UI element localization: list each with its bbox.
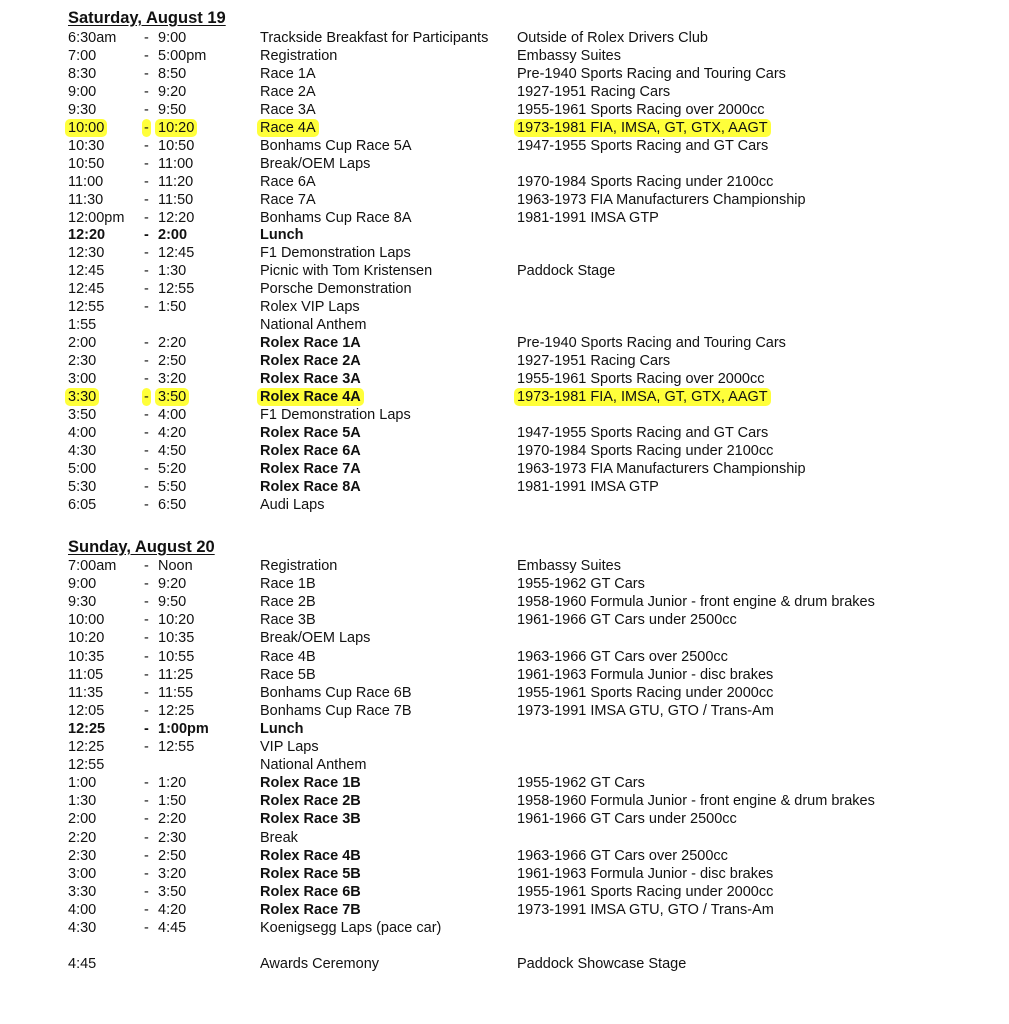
event-name: Rolex Race 4A: [257, 388, 364, 406]
start-time: 12:05: [68, 702, 105, 719]
event-name: Break: [260, 829, 298, 846]
time-separator: -: [144, 775, 149, 792]
end-time: 5:00pm: [158, 48, 207, 64]
time-separator: -: [144, 245, 149, 262]
start-time: 12:25: [68, 739, 105, 755]
end-time: 2:20: [158, 335, 187, 352]
schedule-row: [0, 406, 1009, 424]
start-time: 12:55: [68, 757, 105, 774]
end-time: 1:20: [158, 775, 187, 792]
event-description: 1970-1984 Sports Racing under 2100cc: [517, 173, 774, 190]
event-name: Audi Laps: [260, 496, 325, 513]
time-separator: -: [144, 30, 149, 46]
event-name: Race 4B: [260, 648, 316, 665]
start-time: 9:00: [68, 83, 97, 100]
schedule-row: [0, 611, 1009, 629]
end-time: 2:00: [158, 227, 188, 244]
end-time: 9:50: [158, 101, 187, 118]
schedule-row: [0, 442, 1009, 460]
end-time: 4:00: [158, 406, 187, 423]
schedule-row: [0, 298, 1009, 316]
end-time: 11:55: [158, 684, 194, 701]
time-separator: -: [144, 684, 149, 701]
end-time: 10:50: [158, 137, 195, 154]
schedule-row: [0, 901, 1009, 919]
event-description: 1973-1981 FIA, IMSA, GT, GTX, AAGT: [514, 388, 771, 406]
start-time: 7:00am: [68, 558, 117, 574]
start-time: 4:45: [68, 956, 97, 973]
event-name: Race 2A: [260, 83, 316, 100]
end-time: 11:25: [158, 666, 194, 683]
start-time: 7:00: [68, 48, 97, 64]
end-time: Noon: [158, 558, 193, 574]
start-time: 3:50: [68, 406, 97, 423]
time-separator: -: [144, 847, 149, 864]
event-description: 1963-1973 FIA Manufacturers Championship: [517, 191, 806, 208]
start-time: 2:00: [68, 335, 97, 352]
event-description: 1963-1966 GT Cars over 2500cc: [517, 648, 728, 665]
schedule-row: [0, 829, 1009, 847]
event-name: Trackside Breakfast for Participants: [260, 30, 489, 46]
end-time: 11:20: [158, 173, 194, 190]
section-title-1: Sunday, August 20: [68, 538, 215, 556]
event-name: Race 5B: [260, 666, 316, 683]
schedule-row: [0, 83, 1009, 101]
start-time: 2:20: [68, 829, 97, 846]
event-name: Bonhams Cup Race 7B: [260, 702, 412, 719]
schedule-row: [0, 496, 1009, 514]
time-separator: -: [144, 630, 149, 647]
time-separator: -: [144, 389, 149, 405]
schedule-row: [0, 47, 1009, 65]
time-separator: -: [144, 702, 149, 719]
schedule-row: [0, 738, 1009, 756]
schedule-row: [0, 847, 1009, 865]
time-separator: -: [144, 496, 149, 513]
schedule-row: [0, 424, 1009, 442]
event-name: Lunch: [260, 720, 304, 737]
event-name: Rolex Race 3B: [260, 811, 361, 828]
schedule-row: [0, 209, 1009, 227]
schedule-row: [0, 316, 1009, 334]
end-time: 12:55: [158, 739, 195, 755]
end-time: 12:20: [158, 209, 195, 226]
schedule-row: [0, 388, 1009, 406]
start-time: 9:30: [68, 594, 97, 611]
event-description: 1927-1951 Racing Cars: [517, 353, 671, 370]
start-time: 12:45: [68, 281, 105, 298]
time-separator: -: [144, 101, 149, 118]
time-separator: -: [144, 281, 149, 298]
start-time: 3:30: [68, 883, 97, 900]
event-description: Outside of Rolex Drivers Club: [517, 30, 708, 46]
schedule-row: [0, 774, 1009, 792]
event-name: Rolex Race 7A: [260, 460, 361, 477]
end-time: 4:20: [158, 424, 187, 441]
event-description: 1963-1966 GT Cars over 2500cc: [517, 847, 728, 864]
time-separator: -: [144, 209, 149, 226]
start-time: 1:55: [68, 317, 97, 334]
end-time: 1:00pm: [158, 720, 209, 737]
time-separator: -: [144, 666, 149, 683]
start-time: 11:35: [68, 684, 104, 701]
time-separator: -: [144, 406, 149, 423]
schedule-row: [0, 865, 1009, 883]
time-separator: -: [144, 720, 149, 737]
start-time: 4:00: [68, 424, 97, 441]
event-name: Picnic with Tom Kristensen: [260, 263, 433, 280]
time-separator: -: [144, 576, 149, 593]
schedule-row: [0, 684, 1009, 702]
end-time: 4:50: [158, 442, 187, 459]
end-time: 11:00: [158, 155, 194, 172]
start-time: 4:30: [68, 442, 97, 459]
end-time: 4:45: [158, 920, 187, 936]
event-name: Rolex Race 1B: [260, 775, 361, 792]
end-time: 1:50: [158, 299, 187, 316]
start-time: 5:00: [68, 460, 97, 477]
event-name: Registration: [260, 558, 338, 574]
start-time: 2:00: [68, 811, 97, 828]
end-time: 9:50: [158, 594, 187, 611]
event-description: 1955-1961 Sports Racing under 2000cc: [517, 883, 774, 900]
event-description: Paddock Showcase Stage: [517, 956, 687, 973]
event-description: 1981-1991 IMSA GTP: [517, 478, 659, 495]
schedule-row: [0, 629, 1009, 647]
end-time: 2:20: [158, 811, 187, 828]
start-time: 4:30: [68, 920, 97, 936]
schedule-row: [0, 702, 1009, 720]
event-description: 1958-1960 Formula Junior - front engine & drum brakes: [517, 793, 875, 810]
start-time: 8:30: [68, 65, 97, 82]
event-name: Race 7A: [260, 191, 316, 208]
event-name: Rolex Race 5B: [260, 865, 361, 882]
event-description: 1955-1961 Sports Racing over 2000cc: [517, 101, 765, 118]
time-separator: -: [144, 460, 149, 477]
end-time: 12:55: [158, 281, 195, 298]
event-name: Rolex Race 6B: [260, 883, 361, 900]
event-name: F1 Demonstration Laps: [260, 245, 411, 262]
start-time: 2:30: [68, 353, 97, 370]
schedule-row: [0, 370, 1009, 388]
schedule-row: [0, 883, 1009, 901]
event-description: Embassy Suites: [517, 558, 621, 574]
time-separator: -: [144, 173, 149, 190]
time-separator: -: [144, 865, 149, 882]
start-time: 10:35: [68, 648, 105, 665]
event-name: Rolex Race 4B: [260, 847, 361, 864]
event-name: Rolex Race 2A: [260, 353, 361, 370]
start-time: 12:45: [68, 263, 105, 280]
end-time: 3:20: [158, 371, 187, 388]
schedule-row: [0, 137, 1009, 155]
start-time: 12:30: [68, 245, 105, 262]
time-separator: -: [144, 227, 149, 244]
start-time: 10:30: [68, 137, 105, 154]
start-time: 11:05: [68, 666, 104, 683]
start-time: 12:55: [68, 299, 105, 316]
event-name: Rolex Race 5A: [260, 424, 361, 441]
schedule-row: [0, 191, 1009, 209]
event-description: 1955-1961 Sports Racing over 2000cc: [517, 371, 765, 388]
event-description: 1927-1951 Racing Cars: [517, 83, 671, 100]
time-separator: -: [144, 811, 149, 828]
time-separator: -: [144, 829, 149, 846]
time-separator: -: [144, 648, 149, 665]
event-description: 1961-1963 Formula Junior - disc brakes: [517, 865, 774, 882]
time-separator: -: [144, 155, 149, 172]
event-name: Race 2B: [260, 594, 316, 611]
end-time: 3:50: [155, 388, 189, 406]
start-time: 9:00: [68, 576, 97, 593]
event-name: National Anthem: [260, 317, 367, 334]
time-separator: -: [144, 65, 149, 82]
schedule-row: [0, 280, 1009, 298]
start-time: 11:30: [68, 191, 104, 208]
event-description: 1961-1966 GT Cars under 2500cc: [517, 811, 737, 828]
schedule-row: [0, 810, 1009, 828]
start-time: 6:05: [68, 496, 97, 513]
start-time: 3:00: [68, 371, 97, 388]
event-name: Rolex Race 2B: [260, 793, 361, 810]
end-time: 8:50: [158, 65, 187, 82]
event-description: 1961-1963 Formula Junior - disc brakes: [517, 666, 774, 683]
event-name: Race 4A: [257, 119, 319, 137]
event-name: Rolex Race 7B: [260, 901, 361, 918]
start-time: 4:00: [68, 901, 97, 918]
end-time: 4:20: [158, 901, 187, 918]
time-separator: -: [144, 83, 149, 100]
end-time: 10:20: [158, 612, 195, 629]
end-time: 12:45: [158, 245, 195, 262]
schedule-row: [0, 720, 1009, 738]
event-name: Registration: [260, 48, 338, 64]
event-description: 1955-1962 GT Cars: [517, 576, 645, 593]
schedule-row: [0, 919, 1009, 937]
schedule-row: [0, 101, 1009, 119]
event-description: 1963-1973 FIA Manufacturers Championship: [517, 460, 806, 477]
event-name: VIP Laps: [260, 739, 319, 755]
start-time: 12:20: [68, 227, 106, 244]
end-time: 11:50: [158, 191, 194, 208]
event-name: Rolex Race 3A: [260, 371, 361, 388]
schedule-row: [0, 478, 1009, 496]
time-separator: -: [144, 739, 149, 755]
schedule-row: [0, 955, 1009, 973]
start-time: 10:00: [65, 119, 107, 137]
schedule-row: [0, 648, 1009, 666]
event-name: Rolex Race 8A: [260, 478, 361, 495]
start-time: 1:00: [68, 775, 97, 792]
end-time: 5:20: [158, 460, 187, 477]
end-time: 9:20: [158, 576, 187, 593]
schedule-row: [0, 575, 1009, 593]
schedule-row: [0, 244, 1009, 262]
time-separator: -: [144, 442, 149, 459]
end-time: 1:50: [158, 793, 187, 810]
time-separator: -: [144, 793, 149, 810]
end-time: 2:50: [158, 847, 187, 864]
schedule-row: [0, 792, 1009, 810]
start-time: 10:20: [68, 630, 105, 647]
end-time: 10:55: [158, 648, 195, 665]
schedule-row: [0, 173, 1009, 191]
event-description: Pre-1940 Sports Racing and Touring Cars: [517, 65, 786, 82]
schedule-row: [0, 557, 1009, 575]
time-separator: -: [144, 191, 149, 208]
start-time: 10:00: [68, 612, 105, 629]
end-time: 5:50: [158, 478, 187, 495]
event-name: Bonhams Cup Race 8A: [260, 209, 412, 226]
event-description: 1970-1984 Sports Racing under 2100cc: [517, 442, 774, 459]
end-time: 2:50: [158, 353, 187, 370]
schedule-row: [0, 65, 1009, 83]
event-description: 1973-1991 IMSA GTU, GTO / Trans-Am: [517, 901, 774, 918]
event-description: 1958-1960 Formula Junior - front engine & drum brakes: [517, 594, 875, 611]
end-time: 1:30: [158, 263, 187, 280]
event-description: 1981-1991 IMSA GTP: [517, 209, 659, 226]
event-name: Race 3B: [260, 612, 316, 629]
start-time: 2:30: [68, 847, 97, 864]
event-name: Rolex VIP Laps: [260, 299, 360, 316]
schedule-row: [0, 352, 1009, 370]
event-description: Pre-1940 Sports Racing and Touring Cars: [517, 335, 786, 352]
event-name: National Anthem: [260, 757, 367, 774]
time-separator: -: [144, 119, 149, 136]
event-name: Race 6A: [260, 173, 316, 190]
event-description: 1973-1991 IMSA GTU, GTO / Trans-Am: [517, 702, 774, 719]
time-separator: -: [144, 48, 149, 64]
schedule-row: [0, 593, 1009, 611]
end-time: 6:50: [158, 496, 187, 513]
end-time: 10:20: [155, 119, 197, 137]
end-time: 9:00: [158, 30, 187, 46]
event-description: 1961-1966 GT Cars under 2500cc: [517, 612, 737, 629]
event-description: 1947-1955 Sports Racing and GT Cars: [517, 137, 769, 154]
event-name: Race 1A: [260, 65, 316, 82]
end-time: 3:20: [158, 865, 187, 882]
start-time: 3:00: [68, 865, 97, 882]
event-description: 1955-1961 Sports Racing under 2000cc: [517, 684, 774, 701]
event-description: 1955-1962 GT Cars: [517, 775, 645, 792]
time-separator: -: [144, 353, 149, 370]
time-separator: -: [144, 883, 149, 900]
event-name: Koenigsegg Laps (pace car): [260, 920, 442, 936]
start-time: 5:30: [68, 478, 97, 495]
schedule-row: [0, 155, 1009, 173]
schedule-row: [0, 756, 1009, 774]
end-time: 12:25: [158, 702, 195, 719]
event-name: Break/OEM Laps: [260, 155, 371, 172]
end-time: 3:50: [158, 883, 187, 900]
section-title-0: Saturday, August 19: [68, 9, 226, 27]
time-separator: -: [144, 612, 149, 629]
time-separator: -: [144, 901, 149, 918]
start-time: 12:00pm: [68, 209, 125, 226]
time-separator: -: [144, 424, 149, 441]
end-time: 10:35: [158, 630, 195, 647]
start-time: 6:30am: [68, 30, 117, 46]
time-separator: -: [144, 371, 149, 388]
schedule-row: [0, 226, 1009, 244]
schedule-row: [0, 666, 1009, 684]
event-description: 1947-1955 Sports Racing and GT Cars: [517, 424, 769, 441]
event-name: Break/OEM Laps: [260, 630, 371, 647]
end-time: 2:30: [158, 829, 187, 846]
schedule-row: [0, 460, 1009, 478]
time-separator: -: [144, 478, 149, 495]
event-name: F1 Demonstration Laps: [260, 406, 411, 423]
event-name: Race 1B: [260, 576, 316, 593]
time-separator: -: [144, 558, 149, 574]
time-separator: -: [144, 920, 149, 936]
time-separator: -: [144, 299, 149, 316]
start-time: 10:50: [68, 155, 105, 172]
start-time: 12:25: [68, 720, 106, 737]
event-description: Embassy Suites: [517, 48, 621, 64]
event-name: Rolex Race 6A: [260, 442, 361, 459]
time-separator: -: [144, 594, 149, 611]
start-time: 3:30: [65, 388, 99, 406]
event-name: Race 3A: [260, 101, 316, 118]
time-separator: -: [144, 335, 149, 352]
schedule-row: [0, 119, 1009, 137]
event-description: Paddock Stage: [517, 263, 616, 280]
start-time: 11:00: [68, 173, 104, 190]
event-name: Lunch: [260, 227, 304, 244]
schedule-row: [0, 262, 1009, 280]
end-time: 9:20: [158, 83, 187, 100]
schedule-row: [0, 29, 1009, 47]
event-name: Rolex Race 1A: [260, 335, 361, 352]
event-name: Bonhams Cup Race 6B: [260, 684, 412, 701]
time-separator: -: [144, 137, 149, 154]
event-description: 1973-1981 FIA, IMSA, GT, GTX, AAGT: [514, 119, 771, 137]
event-name: Awards Ceremony: [260, 956, 380, 973]
event-name: Porsche Demonstration: [260, 281, 412, 298]
start-time: 9:30: [68, 101, 97, 118]
time-separator: -: [144, 263, 149, 280]
schedule-row: [0, 334, 1009, 352]
start-time: 1:30: [68, 793, 97, 810]
event-name: Bonhams Cup Race 5A: [260, 137, 412, 154]
